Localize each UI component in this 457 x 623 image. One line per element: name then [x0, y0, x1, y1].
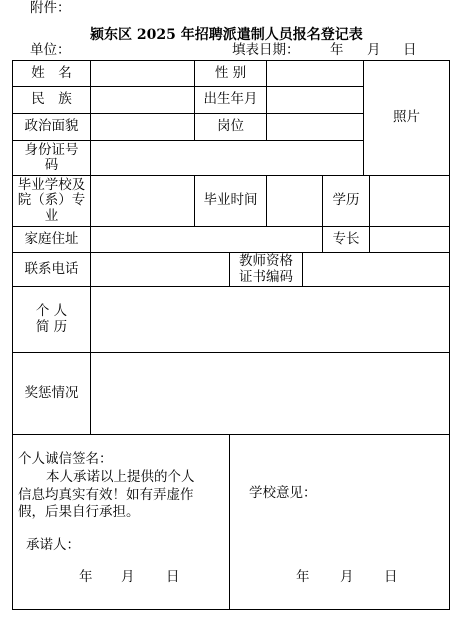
- promisor-signature-field[interactable]: [82, 535, 222, 555]
- phone-field[interactable]: [91, 253, 229, 286]
- photo-box[interactable]: [364, 61, 449, 175]
- school-major-label: 毕业学校及 院（系）专 业: [17, 177, 86, 224]
- politics-label: 政治面貌: [24, 118, 79, 135]
- name-label: 姓 名: [31, 64, 72, 81]
- teacher-cert-field[interactable]: [303, 253, 449, 286]
- position-label: 岗位: [217, 118, 244, 135]
- gender-label: 性 别: [214, 64, 247, 81]
- phone-label: 联系电话: [24, 260, 79, 277]
- unit-field[interactable]: [72, 42, 192, 59]
- pledge-text-line3: 假，后果自行承担。: [18, 504, 140, 520]
- pledge-text-line1: 本人承诺以上提供的个人: [46, 469, 195, 485]
- grad-time-label: 毕业时间: [203, 192, 258, 209]
- promisor-label: 承诺人：: [26, 537, 80, 553]
- id-number-label: 身份证号 码: [24, 141, 79, 173]
- pledge-date-year: 年: [79, 569, 93, 585]
- specialty-field[interactable]: [370, 227, 449, 252]
- gender-field[interactable]: [267, 61, 363, 86]
- fill-date-day: 日: [403, 42, 417, 58]
- ethnicity-label: 民 族: [31, 91, 72, 108]
- signature-label: 个人诚信签名：: [18, 451, 113, 467]
- name-field[interactable]: [91, 61, 194, 86]
- fill-date-label: 填表日期：: [232, 42, 300, 58]
- ethnicity-field[interactable]: [91, 87, 194, 113]
- politics-field[interactable]: [91, 114, 194, 140]
- school-date-year: 年: [296, 569, 310, 585]
- unit-label: 单位：: [30, 42, 71, 58]
- position-field[interactable]: [267, 114, 363, 140]
- fill-date-month: 月: [367, 42, 381, 58]
- birth-label: 出生年月: [203, 91, 258, 108]
- form-title: 颍东区 2025 年招聘派遣制人员报名登记表: [90, 27, 363, 43]
- school-date-month: 月: [340, 569, 354, 585]
- awards-field[interactable]: [91, 353, 449, 434]
- address-field[interactable]: [91, 227, 322, 252]
- school-major-field[interactable]: [91, 176, 194, 226]
- grad-time-field[interactable]: [267, 176, 322, 226]
- education-field[interactable]: [370, 176, 449, 226]
- photo-label: 照片: [393, 109, 420, 126]
- teacher-cert-label: 教师资格 证书编码: [239, 253, 293, 285]
- pledge-date-day: 日: [166, 569, 180, 585]
- school-opinion-field[interactable]: [232, 505, 446, 560]
- address-label: 家庭住址: [24, 230, 79, 247]
- attachment-label: 附件：: [30, 0, 71, 16]
- school-opinion-label: 学校意见：: [249, 485, 317, 501]
- resume-field[interactable]: [91, 287, 449, 352]
- education-label: 学历: [332, 192, 360, 209]
- birth-field[interactable]: [267, 87, 363, 113]
- id-number-field[interactable]: [91, 141, 363, 175]
- awards-label: 奖惩情况: [24, 384, 79, 401]
- specialty-label: 专长: [332, 230, 360, 247]
- pledge-text-line2: 信息均真实有效！如有弄虚作: [18, 487, 194, 503]
- pledge-date-month: 月: [121, 569, 135, 585]
- fill-date-year: 年: [330, 42, 344, 58]
- resume-label: 个 人 简 历: [35, 303, 68, 335]
- school-date-day: 日: [384, 569, 398, 585]
